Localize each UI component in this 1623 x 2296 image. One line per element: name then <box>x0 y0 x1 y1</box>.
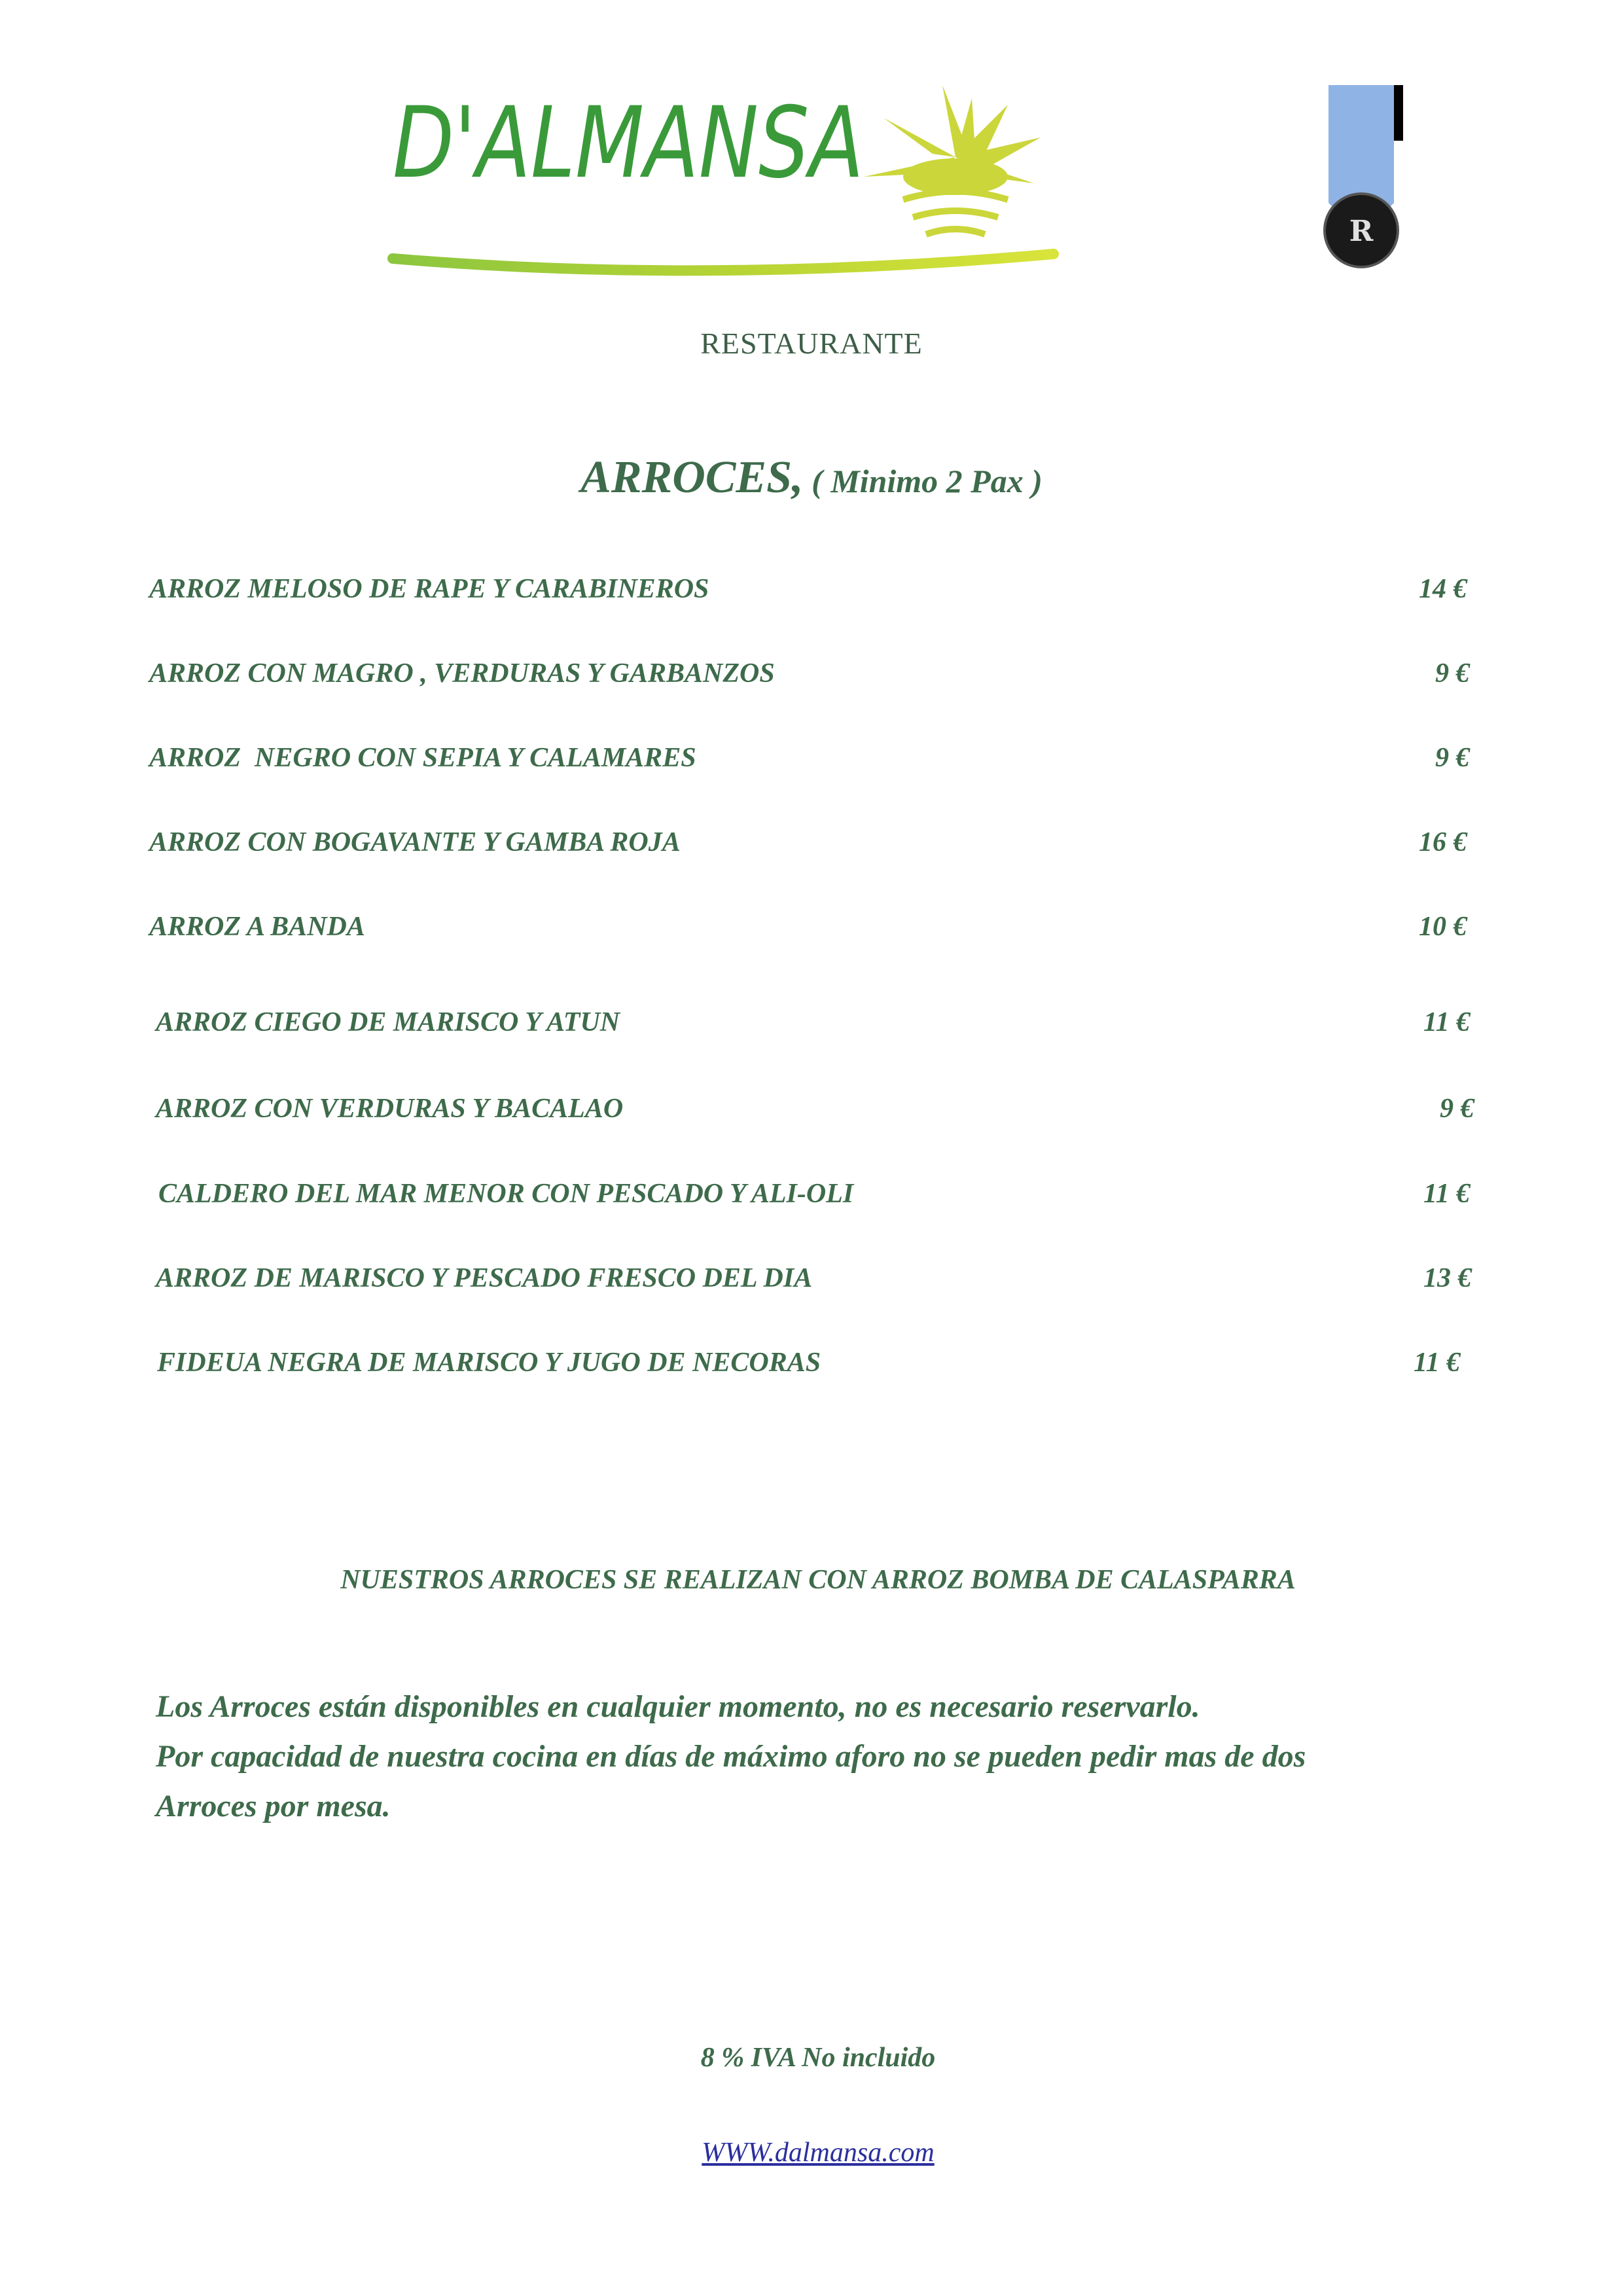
menu-item-price: 13 € <box>1423 1263 1472 1293</box>
menu-item-price: 11 € <box>1414 1348 1461 1378</box>
menu-item-price: 9 € <box>1435 743 1470 773</box>
notes-line: Arroces por mesa. <box>156 1789 391 1823</box>
menu-item-name: ARROZ MELOSO DE RAPE Y CARABINEROS <box>149 574 709 604</box>
availability-notes <box>156 1682 1497 1831</box>
menu-item-price: 16 € <box>1419 827 1467 857</box>
menu-item-price: 11 € <box>1423 1179 1471 1209</box>
sun-stripes <box>903 192 1008 235</box>
section-heading <box>0 452 1623 504</box>
menu-item-name: FIDEUA NEGRA DE MARISCO Y JUGO DE NECORAS <box>157 1348 821 1378</box>
menu-item-price: 14 € <box>1419 574 1467 604</box>
menu-item-price: 9 € <box>1435 658 1470 689</box>
menu-item-name: ARROZ CIEGO DE MARISCO Y ATUN <box>156 1007 620 1037</box>
menu-item <box>158 1178 1493 1217</box>
logo-underline <box>393 254 1054 270</box>
menu-item-price: 11 € <box>1423 1007 1471 1037</box>
vat-note: 8 % IVA No incluido <box>700 2043 936 2073</box>
menu-item <box>149 573 1484 613</box>
notes-line: Por capacidad de nuestra cocina en días de máximo aforo no se pueden pedir mas de dos <box>156 1739 1306 1774</box>
menu-item <box>156 1093 1491 1132</box>
restaurant-logo <box>380 46 1060 295</box>
notes-line: Los Arroces están disponibles en cualquier momento, no es necesario reservarlo. <box>156 1689 1200 1724</box>
medal-letter: R <box>1349 215 1374 248</box>
logo-wordmark: D'ALMANSA <box>393 86 864 200</box>
menu-item <box>157 1347 1492 1386</box>
award-medal-icon <box>1315 85 1407 275</box>
menu-item <box>156 1263 1491 1302</box>
menu-item-price: 10 € <box>1419 912 1467 942</box>
menu-item <box>149 742 1484 781</box>
website-link[interactable] <box>0 2137 1623 2168</box>
minimum-pax-note: ( Minimo 2 Pax ) <box>803 463 1043 499</box>
section-title: ARROCES, <box>580 452 804 503</box>
menu-item <box>149 827 1484 866</box>
menu-item <box>156 1007 1491 1046</box>
menu-item <box>149 911 1484 950</box>
menu-item <box>149 658 1484 697</box>
menu-item-name: ARROZ DE MARISCO Y PESCADO FRESCO DEL DIA <box>156 1263 813 1293</box>
menu-item-name: ARROZ CON VERDURAS Y BACALAO <box>156 1094 624 1124</box>
menu-item-price: 9 € <box>1440 1094 1474 1124</box>
website-link-text[interactable]: WWW.dalmansa.com <box>702 2138 935 2168</box>
menu-item-name: CALDERO DEL MAR MENOR CON PESCADO Y ALI-OLI <box>158 1179 854 1209</box>
menu-item-name: ARROZ CON MAGRO , VERDURAS Y GARBANZOS <box>149 658 775 689</box>
restaurant-subtitle: RESTAURANTE <box>700 327 923 360</box>
menu-item-name: ARROZ NEGRO CON SEPIA Y CALAMARES <box>149 743 696 773</box>
menu-item-name: ARROZ A BANDA <box>149 912 365 942</box>
rice-origin-note: NUESTROS ARROCES SE REALIZAN CON ARROZ BOMBA DE CALASPARRA <box>340 1565 1296 1595</box>
menu-item-name: ARROZ CON BOGAVANTE Y GAMBA ROJA <box>149 827 681 857</box>
sun-icon <box>864 85 1041 195</box>
